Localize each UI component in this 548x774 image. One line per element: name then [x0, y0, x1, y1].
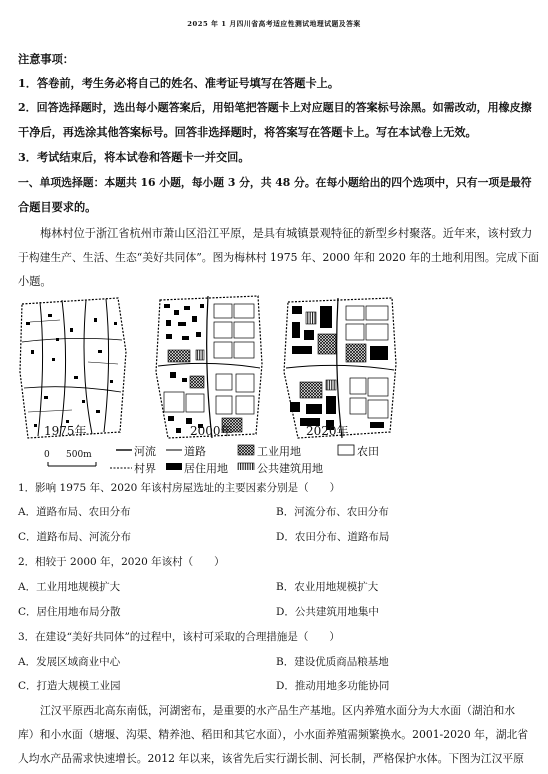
question-1-option-b: B．河流分布、农田分布: [276, 506, 389, 518]
map-label-2020: 2020年: [306, 424, 349, 438]
legend-residential: 居住用地: [184, 462, 228, 475]
map-label-1975: 1975年: [44, 424, 87, 438]
question-2-stem: 2．相较于 2000 年，2020 年该村（ ）: [18, 556, 225, 568]
question-3-option-a: A．发展区域商业中心: [18, 656, 121, 668]
map-1975: [20, 298, 126, 438]
question-1-option-a: A．道路布局、农田分布: [18, 506, 131, 518]
question-3-option-c: C．打造大规模工业园: [18, 680, 121, 692]
map-2020: [284, 298, 396, 438]
passage2-line-2: 库）和小水面（塘堰、沟渠、精养池、稻田和其它水面），小水面养殖需频繁换水。2001-2020 年，湖北省: [18, 728, 529, 741]
scale-bar: [48, 462, 96, 466]
question-2-option-b: B．农业用地规模扩大: [276, 581, 379, 593]
question-2-option-d: D．公共建筑用地集中: [276, 606, 379, 618]
passage2-line-3: 人均水产品需求快速增长。2012 年以来，该省先后实行湖长制、河长制，严格保护水体。下图为江汉平原: [18, 752, 524, 765]
notice-item-3: 3．考试结束后，将本试卷和答题卡一并交回。: [18, 150, 250, 164]
question-1-stem: 1．影响 1975 年、2020 年该村房屋选址的主要因素分别是（ ）: [18, 482, 341, 494]
scale-distance: 500m: [66, 450, 92, 460]
legend-industrial: 工业用地: [257, 445, 301, 458]
notice-item-2: 2．回答选择题时，选出每小题答案后，用铅笔把答题卡上对应题目的答案标号涂黑。如需改动，用橡皮擦: [18, 101, 532, 114]
question-3-stem: 3．在建设“美好共同体”的过程中，该村可采取的合理措施是（ ）: [18, 631, 340, 643]
question-1-option-d: D．农田分布、道路布局: [276, 531, 390, 543]
section-heading: 一、单项选择题：本题共 16 小题，每小题 3 分，共 48 分。在每小题给出的四个选项中，只有一项是最符: [18, 176, 532, 189]
question-3-option-d: D．推动用地多功能协同: [276, 680, 390, 692]
map-2000: [156, 296, 262, 438]
page-title: 2025 年 1 月四川省高考适应性测试地理试题及答案: [187, 20, 361, 28]
map-label-2000: 2000年: [190, 424, 233, 438]
notice-heading: 注意事项：: [18, 52, 74, 66]
legend-village-boundary: 村界: [134, 462, 156, 475]
question-2-option-a: A．工业用地规模扩大: [18, 581, 121, 593]
question-2-option-c: C．居住用地布局分散: [18, 606, 121, 618]
section-heading-cont: 合题目要求的。: [18, 200, 97, 214]
scale-zero: 0: [44, 450, 50, 460]
passage1-line-3: 小题。: [18, 275, 52, 288]
passage2-line-1: 江汉平原西北高东南低，河湖密布，是重要的水产品生产基地。区内养殖水面分为大水面（湖泊和水: [40, 704, 516, 717]
notice-item-1: 1．答卷前，考生务必将自己的姓名、准考证号填写在答题卡上。: [18, 76, 340, 90]
legend-farmland: 农田: [357, 445, 379, 458]
notice-item-2-cont: 干净后，再选涂其他答案标号。回答非选择题时，将答案写在答题卡上。写在本试卷上无效。: [18, 125, 477, 139]
question-1-option-c: C．道路布局、河流分布: [18, 531, 132, 543]
legend-river: 河流: [134, 445, 156, 458]
question-3-option-b: B．建设优质商品粮基地: [276, 656, 389, 668]
legend-public: 公共建筑用地: [257, 462, 323, 475]
land-use-figure: [0, 292, 548, 475]
passage1-line-1: 梅林村位于浙江省杭州市萧山区沿江平原，是具有城镇景观特征的新型乡村聚落。近年来，该村致力: [40, 227, 533, 240]
legend-road: 道路: [184, 445, 206, 458]
passage1-line-2: 于构建生产、生活、生态“美好共同体”。图为梅林村 1975 年、2000 年和 2020 年的土地利用图。完成下面: [18, 251, 539, 264]
